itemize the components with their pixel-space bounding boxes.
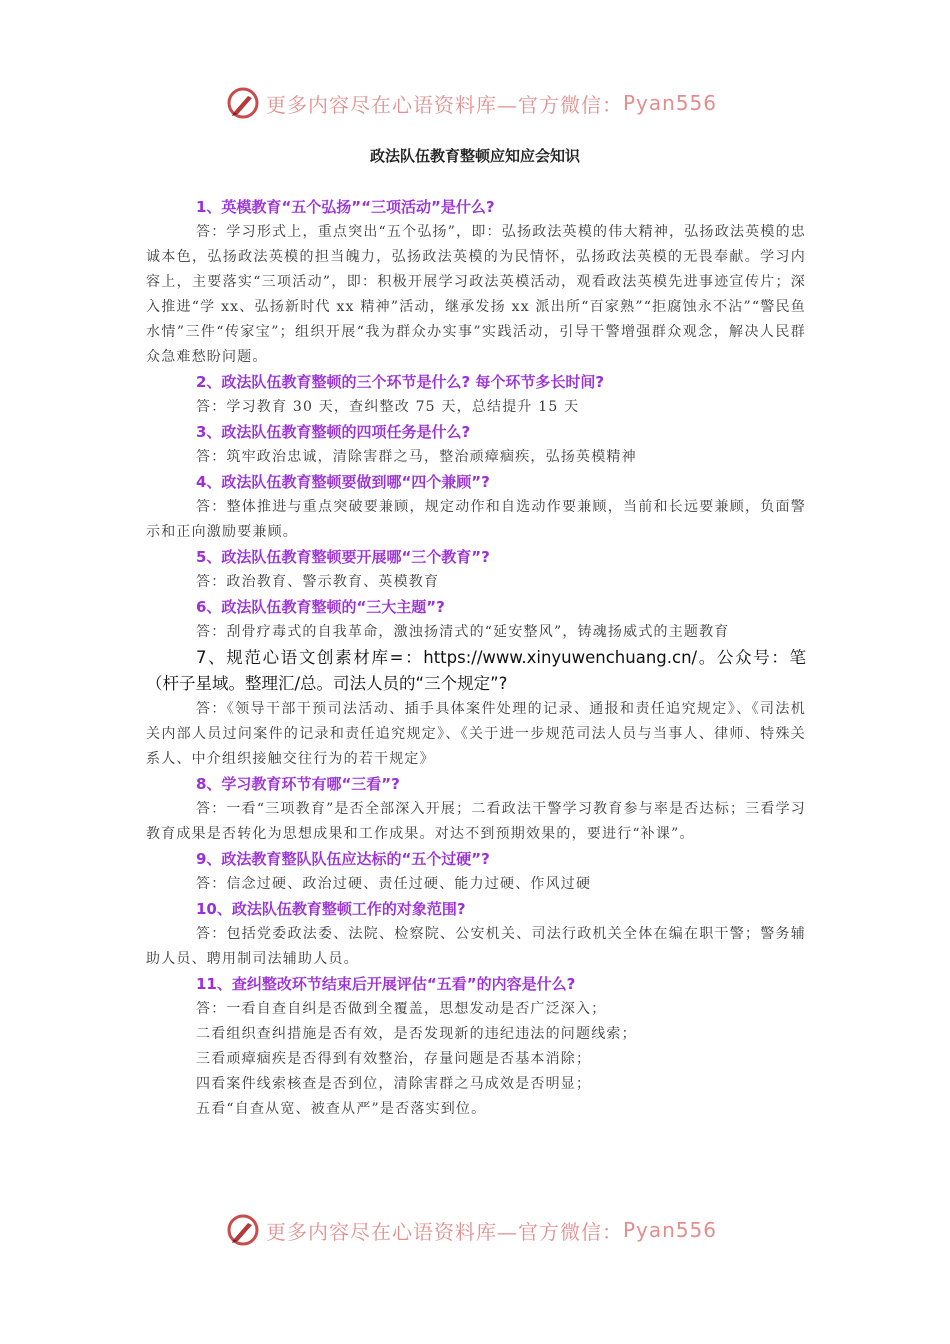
question-heading: 10、政法队伍教育整顿工作的对象范围? (196, 900, 466, 918)
question-heading: 11、查纠整改环节结束后开展评估“五看”的内容是什么? (196, 975, 576, 993)
question-heading: 6、政法队伍教育整顿的“三大主题”? (196, 598, 445, 616)
question-heading: 5、政法队伍教育整顿要开展哪“三个教育”? (196, 548, 490, 566)
header-banner (226, 83, 746, 123)
answer-text: 答：一看自查自纠是否做到全覆盖，思想发动是否广泛深入； (196, 1001, 607, 1017)
answer-text: 答：筑牢政治忠诚，清除害群之马，整治顽瘴痼疾，弘扬英模精神 (196, 449, 637, 465)
document-body (146, 195, 806, 1122)
answer-text: 答：学习教育 30 天，查纠整改 75 天，总结提升 15 天 (196, 399, 580, 415)
banner-handle: Pyan556 (623, 1218, 718, 1242)
question-heading: 2、政法队伍教育整顿的三个环节是什么? 每个环节多长时间? (196, 373, 605, 391)
question-heading: 4、政法队伍教育整顿要做到哪“四个兼顾”? (196, 473, 490, 491)
banner-handle: Pyan556 (623, 91, 718, 115)
answer-text: 答：刮骨疗毒式的自我革命，激浊扬清式的“延安整风”，铸魂扬威式的主题教育 (196, 624, 730, 640)
answer-text: 答：政治教育、警示教育、英模教育 (196, 574, 440, 590)
question-heading: 9、政法教育整队队伍应达标的“五个过硬”? (196, 850, 490, 868)
pen-logo-icon (226, 1213, 260, 1247)
answer-text: 答：信念过硬、政治过硬、责任过硬、能力过硬、作风过硬 (196, 876, 592, 892)
question-heading: 1、英模教育“五个弘扬”“三项活动”是什么? (196, 198, 495, 216)
answer-text: 答：整体推进与重点突破要兼顾，规定动作和自选动作要兼顾，当前和长远要兼顾，负面警示和正向激励要兼顾。 (146, 499, 806, 540)
answer-text: 答：学习形式上，重点突出“五个弘扬”，即：弘扬政法英模的伟大精神，弘扬政法英模的忠诚本色，弘扬政法英模的担当魄力，弘扬政法英模的为民情怀，弘扬政法英模的无畏奉献。学习内容上，主要落实“三项活动”，即：积极开展学习政法英模活动，观看政法英模先进事迹宣传片；深入推进“学 xx、弘扬新时代 xx 精神”活动，继承发扬 xx 派出所“百家熟”“拒腐蚀永不沾”“警民鱼水情”三件“传家宝”；组织开展“我为群众办实事”实践活动，引导干警增强群众观念，解决人民群众急难愁盼问题。 (146, 224, 806, 365)
answer-text: 四看案件线索核查是否到位，清除害群之马成效是否明显； (196, 1076, 592, 1092)
footer-banner (226, 1210, 746, 1250)
question-heading: 8、学习教育环节有哪“三看”? (196, 775, 400, 793)
answer-text: 答：包括党委政法委、法院、检察院、公安机关、司法行政机关全体在编在职干警；警务辅助人员、聘用制司法辅助人员。 (146, 926, 806, 967)
item-7-answer: 答：《领导干部干预司法活动、插手具体案件处理的记录、通报和责任追究规定》、《司法机关内部人员过问案件的记录和责任追究规定》、《关于进一步规范司法人员与当事人、律师、特殊关系人、中介组织接触交往行为的若干规定》 (146, 701, 806, 767)
pen-logo-icon (226, 86, 260, 120)
item-7-question: 7、规范心语文创素材库=：https://www.xinyuwenchuang.cn/。公众号：笔（杆子星域。整理汇/总。司法人员的“三个规定”? (146, 648, 806, 693)
document-title: 政法队伍教育整顿应知应会知识 (369, 147, 580, 165)
question-heading: 3、政法队伍教育整顿的四项任务是什么? (196, 423, 471, 441)
banner-text: 更多内容尽在心语资料库—官方微信： (266, 92, 623, 117)
answer-text: 五看“自查从宽、被查从严”是否落实到位。 (196, 1101, 487, 1117)
banner-text: 更多内容尽在心语资料库—官方微信： (266, 1219, 623, 1244)
answer-text: 三看顽瘴痼疾是否得到有效整治，存量问题是否基本消除； (196, 1051, 592, 1067)
answer-text: 二看组织查纠措施是否有效，是否发现新的违纪违法的问题线索； (196, 1026, 637, 1042)
answer-text: 答：一看“三项教育”是否全部深入开展；二看政法干警学习教育参与率是否达标；三看学习教育成果是否转化为思想成果和工作成果。对达不到预期效果的，要进行“补课”。 (146, 801, 806, 842)
